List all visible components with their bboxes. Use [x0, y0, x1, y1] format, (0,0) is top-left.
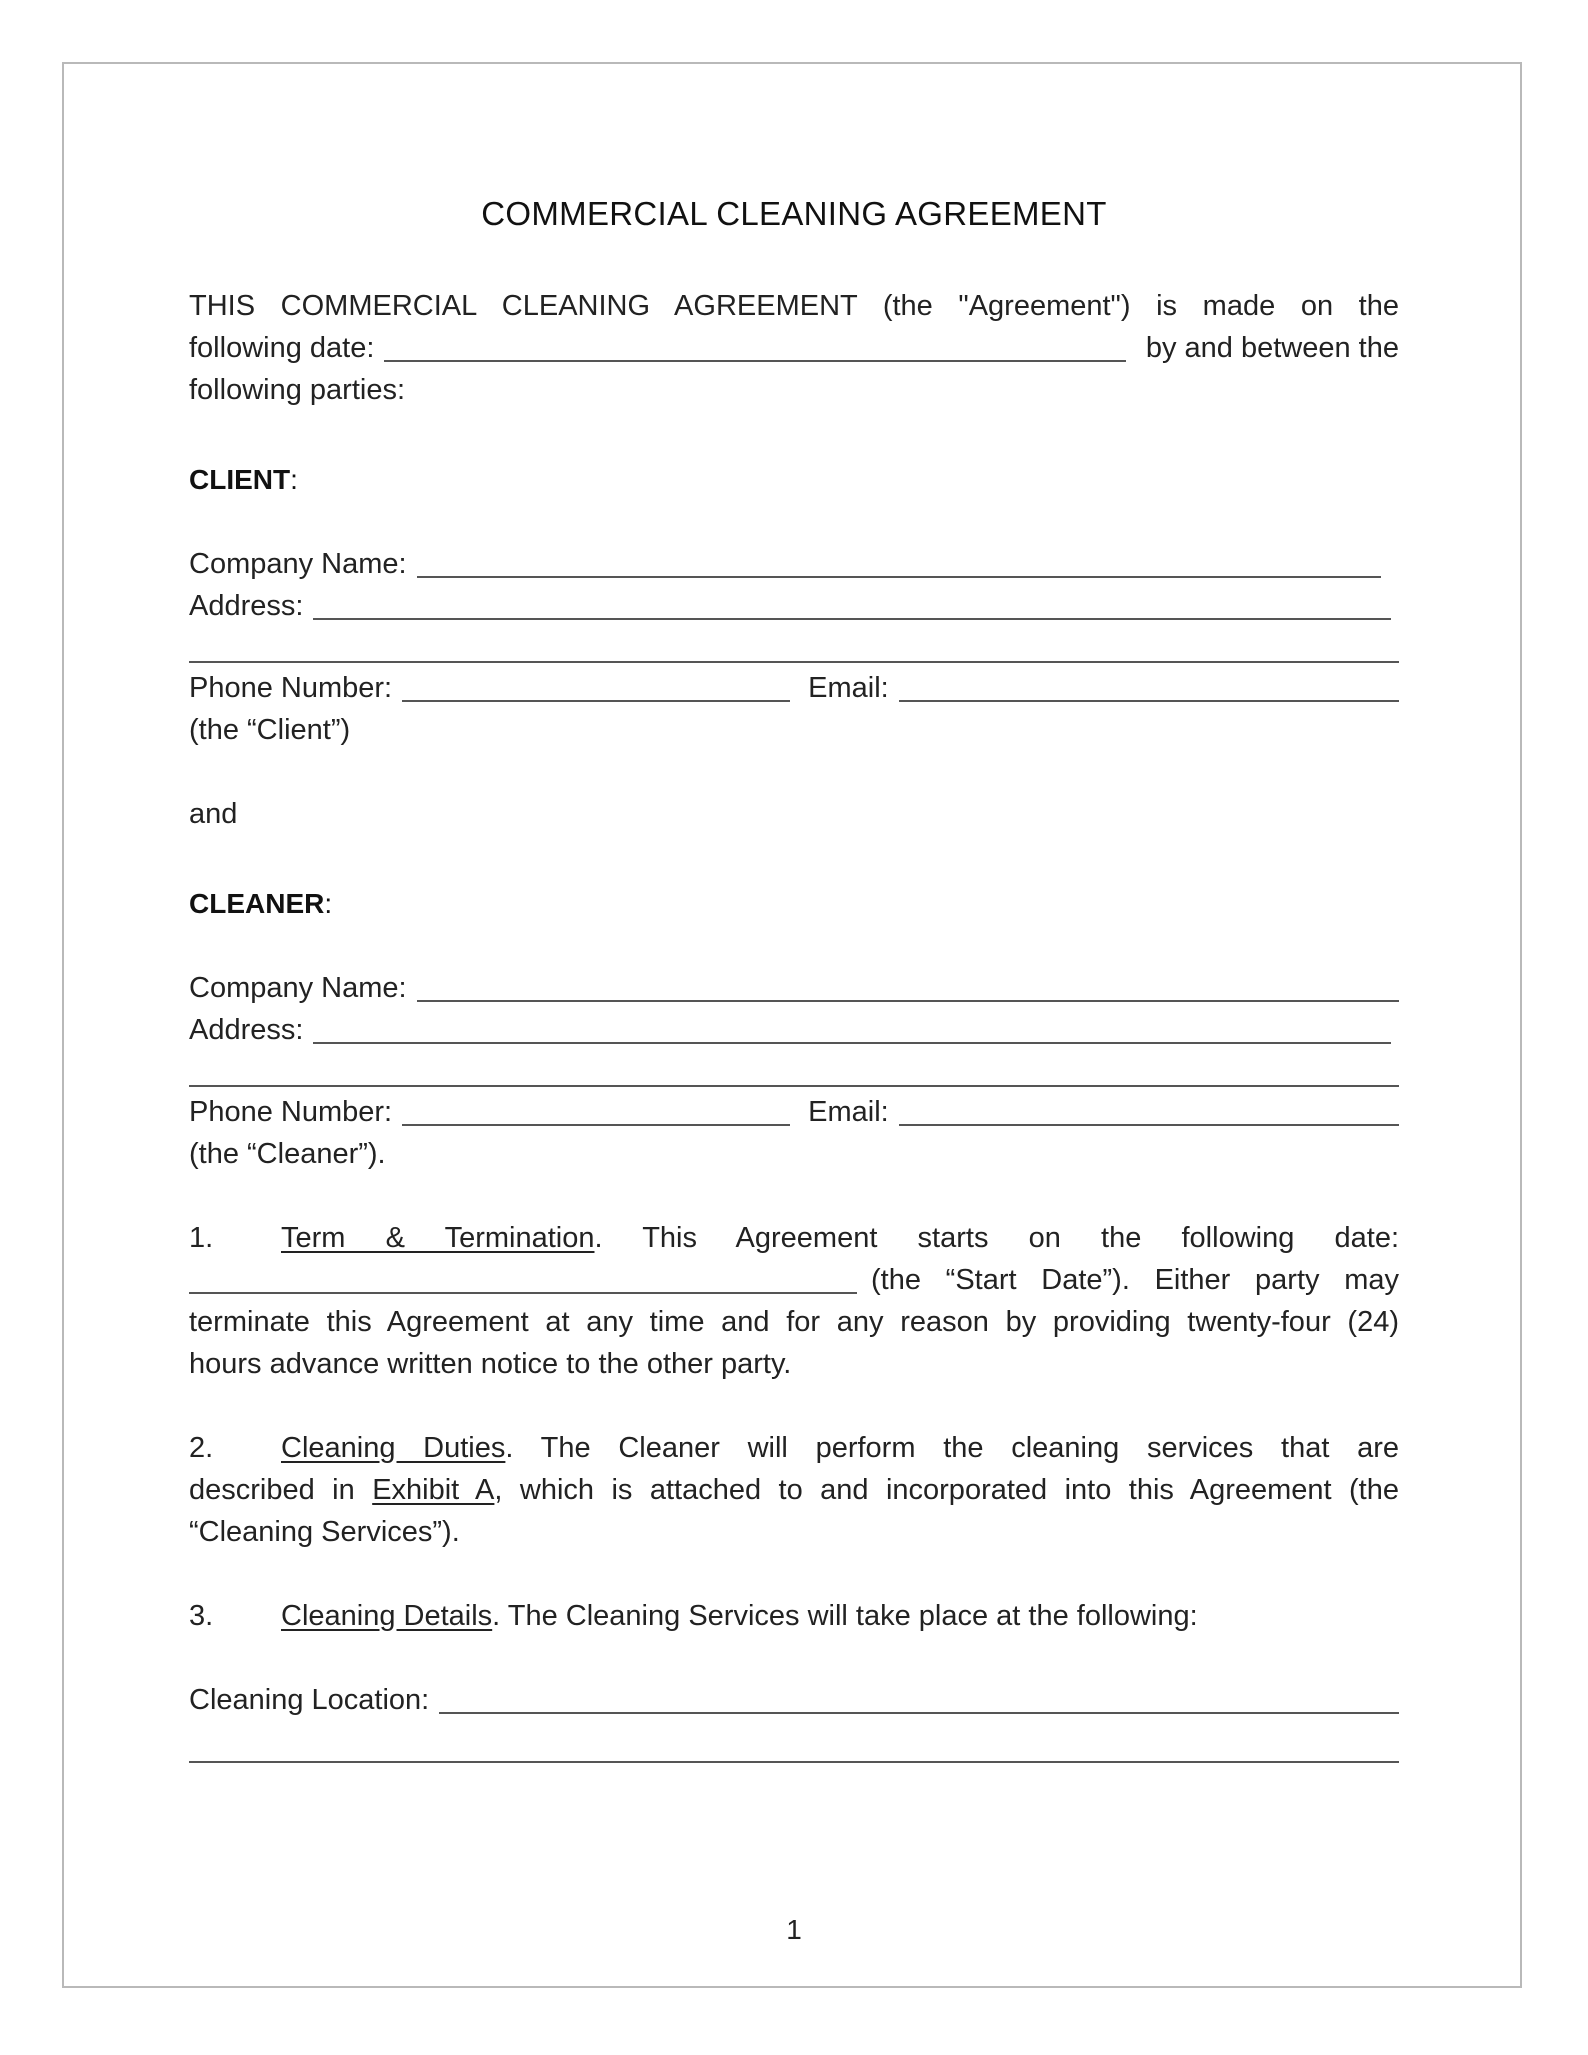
client-phone-field[interactable] [402, 670, 790, 702]
intro-line-2-suffix: by and between the [1145, 332, 1399, 364]
cleaner-phone-field[interactable] [402, 1094, 790, 1126]
intro-line-3: following parties: [189, 374, 405, 406]
cleaner-address-label: Address: [189, 1014, 304, 1046]
section-2-line-1: 2. Cleaning Duties. The Cleaner will perform the cleaning services that are [189, 1427, 1399, 1469]
section-2-line-2 [189, 1469, 1399, 1511]
client-address-label: Address: [189, 590, 304, 622]
cleaning-location-field[interactable] [439, 1682, 1399, 1714]
section-2-line-1-text: The Cleaner will perform the cleaning services that are [540, 1432, 1400, 1464]
section-1-line-1: 1. Term & Termination. This Agreement starts on the following date: [189, 1217, 1399, 1259]
cleaner-address-field[interactable] [313, 1012, 1391, 1044]
cleaner-phone-label: Phone Number: [189, 1096, 393, 1128]
section-1-line-3: terminate this Agreement at any time and for any reason by providing twenty-four (24) [189, 1306, 1399, 1338]
client-company-field[interactable] [417, 546, 1381, 578]
section-2-heading: Cleaning Duties [281, 1432, 506, 1464]
intro-paragraph [189, 285, 1399, 411]
client-company-row [189, 543, 1399, 585]
exhibit-a-link[interactable]: Exhibit A [372, 1474, 495, 1506]
section-2-line-3: “Cleaning Services”). [189, 1516, 460, 1548]
page-number: 1 [786, 1914, 802, 1945]
cleaner-company-label: Company Name: [189, 972, 407, 1004]
client-email-field[interactable] [899, 670, 1399, 702]
cleaner-address-field-line-2[interactable] [189, 1051, 1399, 1087]
cleaner-email-label: Email: [808, 1096, 889, 1128]
client-phone-label: Phone Number: [189, 672, 393, 704]
intro-line-2 [189, 327, 1399, 369]
section-2-line-2-prefix: described in [189, 1474, 355, 1506]
client-designation: (the “Client”) [189, 714, 351, 746]
cleaner-company-row [189, 967, 1399, 1009]
cleaner-block [189, 967, 1399, 1175]
section-cleaning-duties [189, 1427, 1399, 1553]
section-term-termination [189, 1217, 1399, 1385]
client-address-row [189, 585, 1399, 627]
cleaning-location-label: Cleaning Location: [189, 1684, 430, 1716]
agreement-date-field[interactable] [384, 330, 1125, 362]
section-2-number: 2. [189, 1432, 214, 1464]
client-heading: CLIENT: [189, 464, 298, 495]
section-1-line-2-text: (the “Start Date”). Either party may [871, 1264, 1399, 1296]
section-1-line-1-text: This Agreement starts on the following date: [642, 1222, 1399, 1254]
section-2-line-2-suffix: , which is attached to and incorporated into this Agreement (the [494, 1474, 1399, 1506]
cleaning-location-row [189, 1679, 1399, 1721]
section-3-number: 3. [189, 1600, 214, 1632]
client-address-field[interactable] [313, 588, 1391, 620]
client-contact-row [189, 667, 1399, 709]
section-3-line-1 [189, 1595, 1399, 1637]
client-block [189, 543, 1399, 751]
cleaner-heading: CLEANER: [189, 888, 333, 919]
section-3-heading: Cleaning Details [281, 1600, 493, 1632]
and-text: and [189, 798, 238, 830]
section-cleaning-details [189, 1595, 1399, 1763]
start-date-field[interactable] [189, 1262, 857, 1294]
document-content [189, 189, 1399, 1763]
cleaner-address-row [189, 1009, 1399, 1051]
client-email-label: Email: [808, 672, 889, 704]
cleaner-designation: (the “Cleaner”). [189, 1138, 386, 1170]
client-address-field-line-2[interactable] [189, 627, 1399, 663]
intro-line-1: THIS COMMERCIAL CLEANING AGREEMENT (the "Agreement") is made on the [189, 290, 1399, 322]
intro-date-label: following date: [189, 332, 375, 364]
section-1-line-4: hours advance written notice to the other party. [189, 1348, 792, 1380]
section-1-number: 1. [189, 1222, 214, 1254]
section-1-heading: Term & Termination [281, 1222, 595, 1254]
document-page [62, 62, 1522, 1988]
cleaner-company-field[interactable] [417, 970, 1399, 1002]
document-title: COMMERCIAL CLEANING AGREEMENT [481, 195, 1107, 232]
cleaner-email-field[interactable] [899, 1094, 1399, 1126]
section-3-line-1-text: . The Cleaning Services will take place at the following: [492, 1600, 1198, 1632]
cleaner-contact-row [189, 1091, 1399, 1133]
client-company-label: Company Name: [189, 548, 407, 580]
section-1-line-2 [189, 1259, 1399, 1301]
cleaning-location-field-line-2[interactable] [189, 1721, 1399, 1763]
